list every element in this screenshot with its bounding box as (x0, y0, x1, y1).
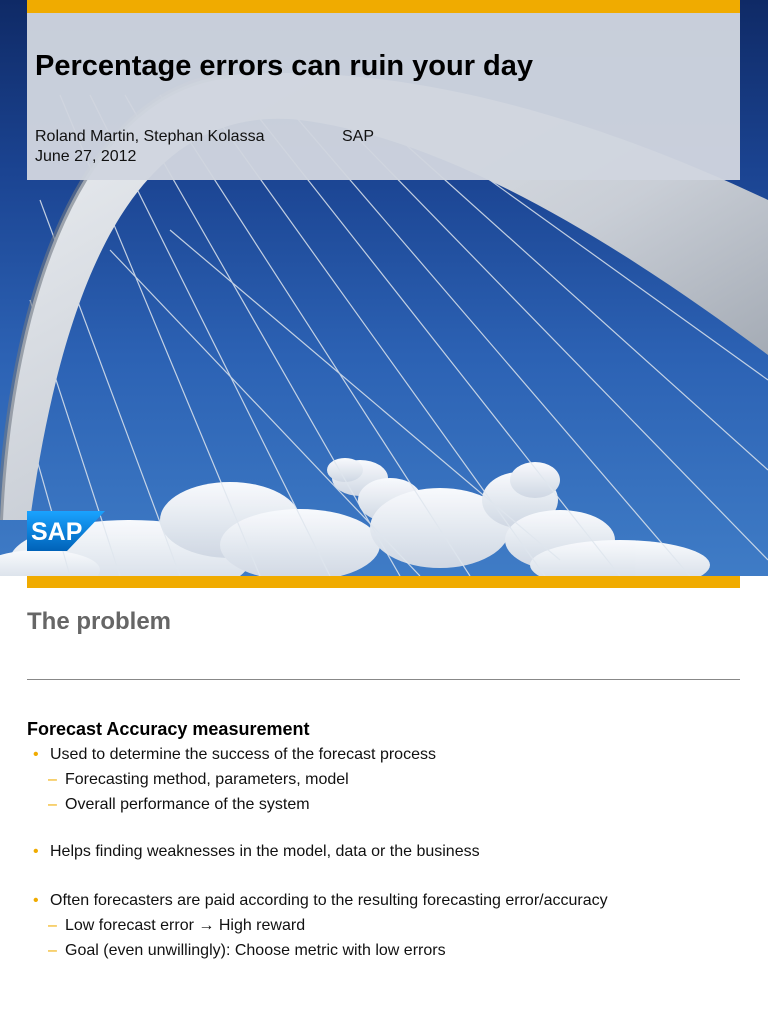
section-heading: Forecast Accuracy measurement (27, 719, 310, 739)
dash-icon: – (48, 796, 57, 813)
authors: Roland Martin, Stephan Kolassa (35, 128, 265, 145)
title-divider (27, 679, 740, 680)
dash-icon: – (48, 917, 57, 934)
sap-logo (27, 511, 105, 551)
bullet-icon: • (33, 746, 39, 763)
svg-text:SAP: SAP (31, 518, 83, 546)
dash-icon: – (48, 942, 57, 959)
sub-bullet-item: Low forecast error → High reward (65, 917, 306, 934)
sub-bullet-item: Overall performance of the system (65, 796, 310, 813)
dash-icon: – (48, 771, 57, 788)
presentation-date: June 27, 2012 (35, 148, 137, 165)
bullet-item: Helps finding weaknesses in the model, data or the business (50, 843, 480, 860)
bullet-icon: • (33, 843, 39, 860)
accent-bar-slide2 (27, 576, 740, 588)
presentation-title: Percentage errors can ruin your day (35, 50, 534, 82)
bullet-item: Often forecasters are paid according to the resulting forecasting error/accuracy (50, 892, 608, 909)
bullet-icon: • (33, 892, 39, 909)
sub-bullet-item: Forecasting method, parameters, model (65, 771, 349, 788)
bullet-item: Used to determine the success of the forecast process (50, 746, 436, 763)
sub-bullet-item: Goal (even unwillingly): Choose metric with low errors (65, 942, 446, 959)
accent-bar-top (27, 0, 740, 13)
slide-title: The problem (27, 608, 172, 635)
company-name: SAP (342, 128, 375, 145)
